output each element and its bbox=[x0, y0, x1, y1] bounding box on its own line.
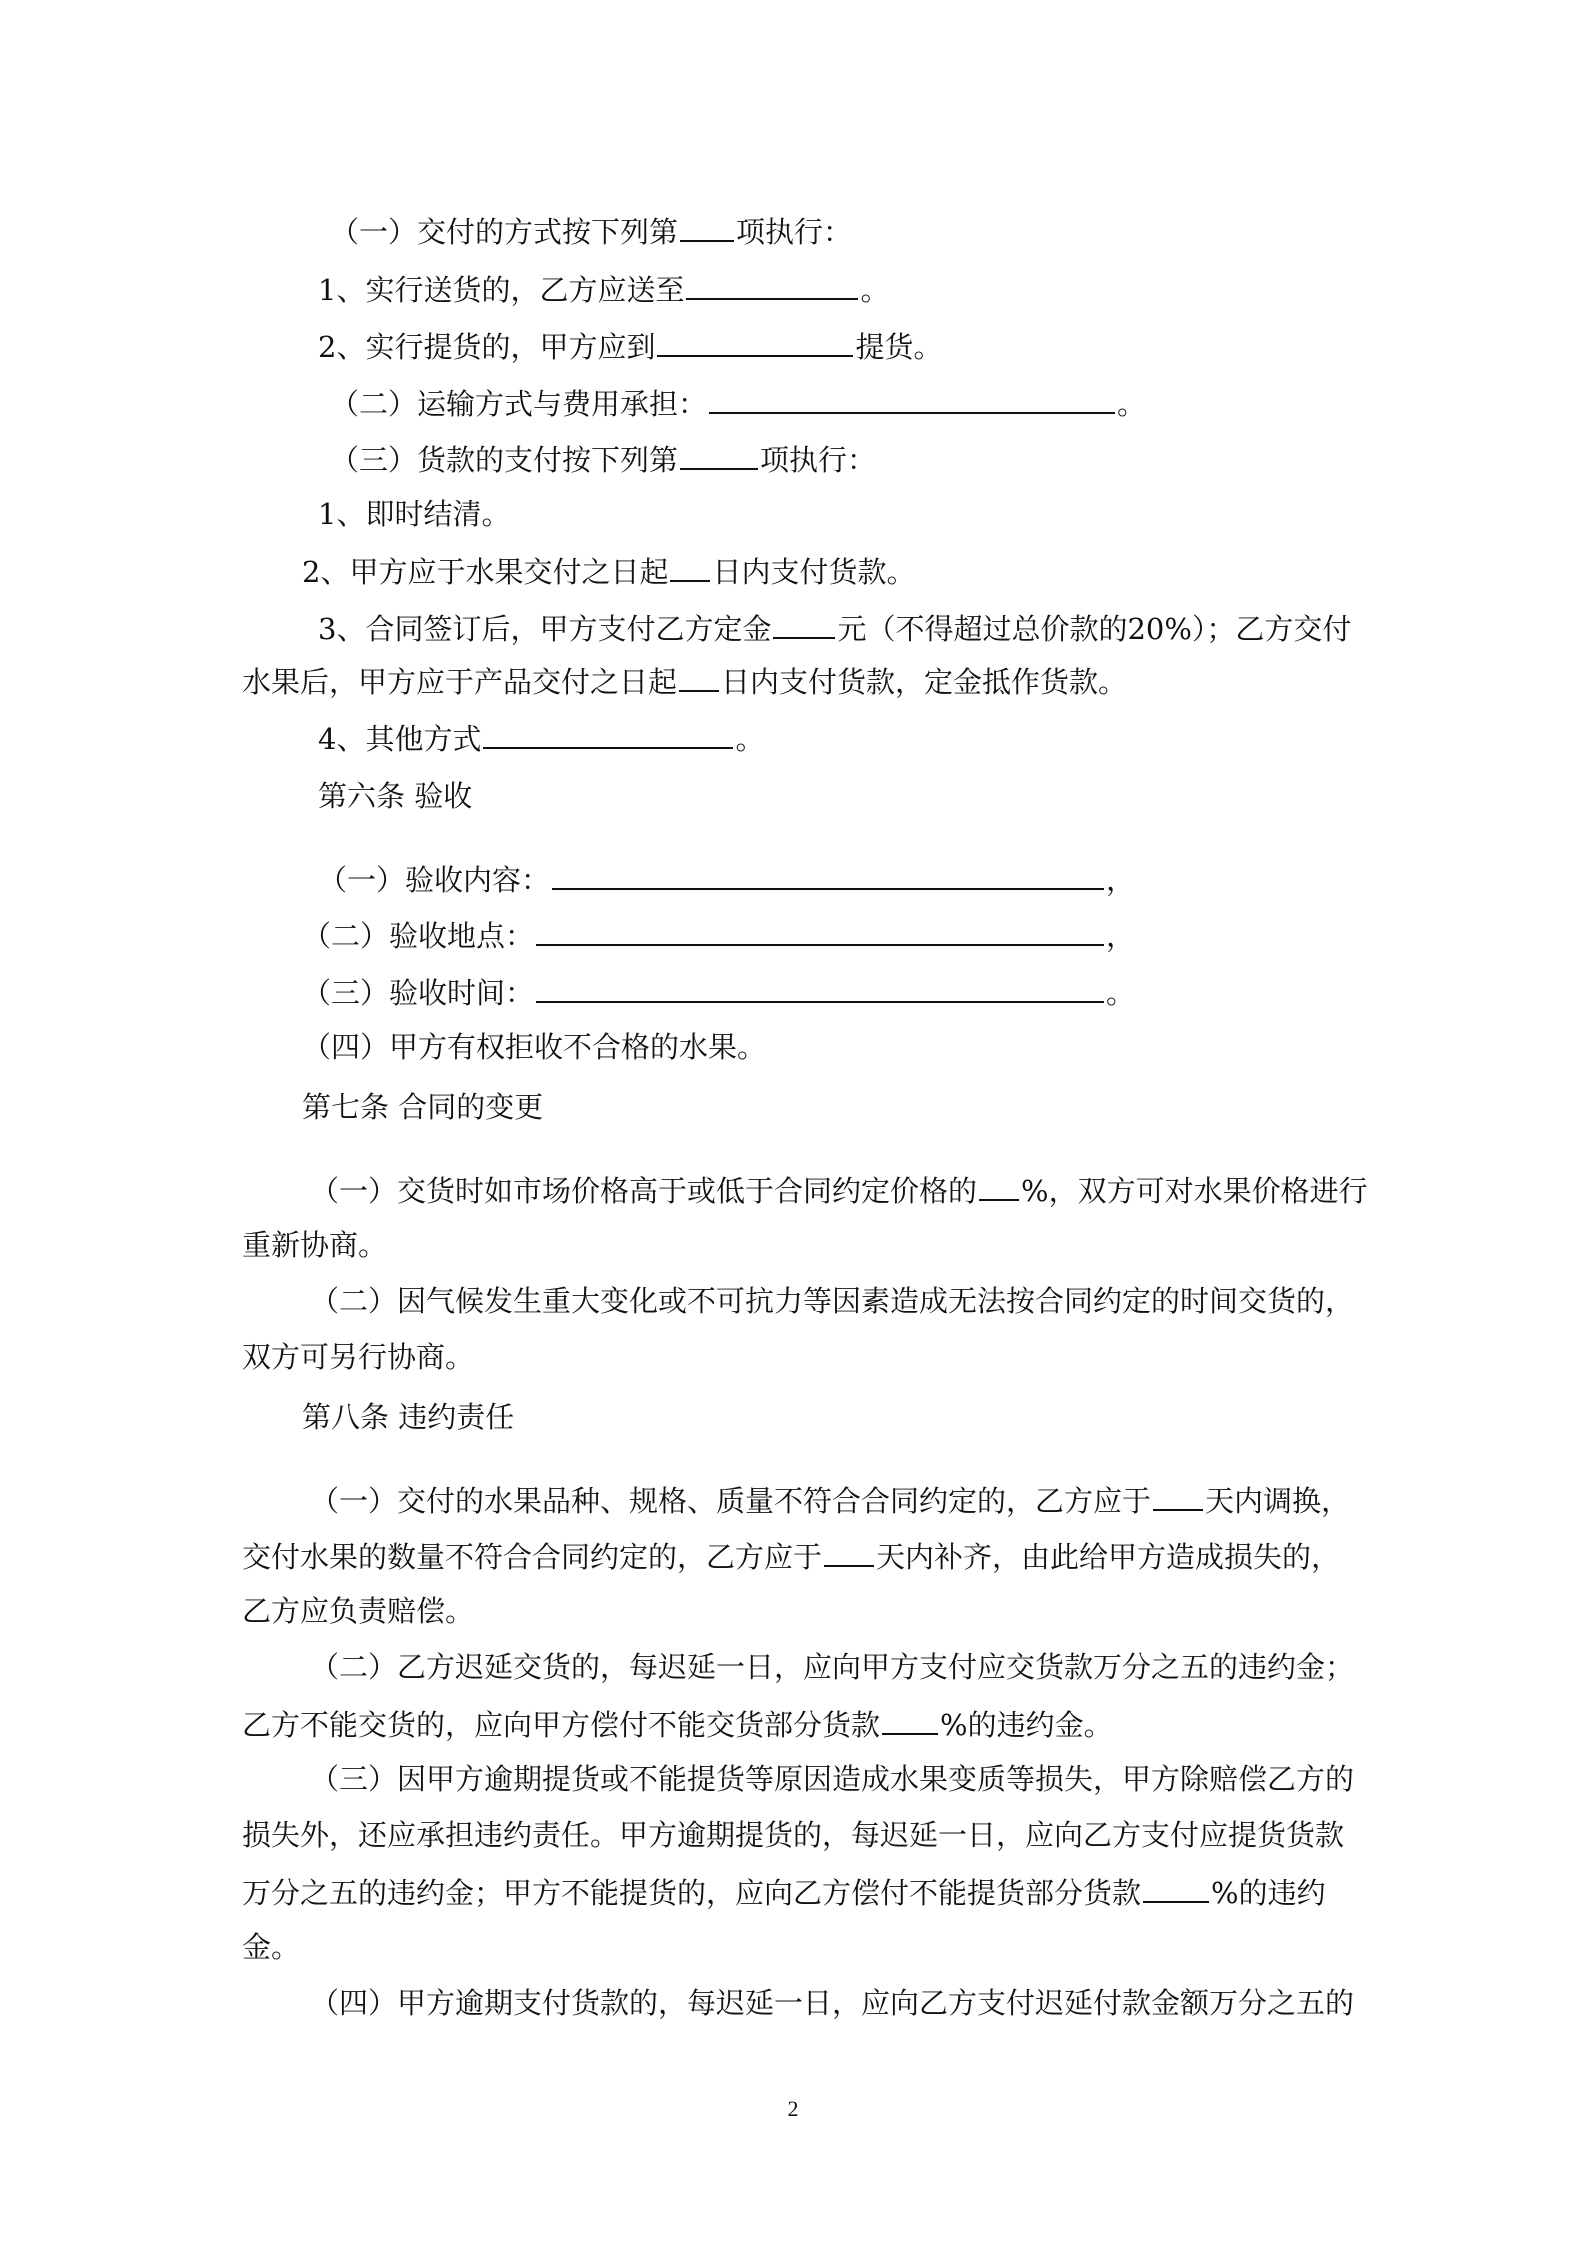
text: 双方可另行协商。 bbox=[242, 1340, 475, 1374]
text: 损失外，还应承担违约责任。甲方逾期提货的，每迟延一日，应向乙方支付应提货货款 bbox=[242, 1818, 1345, 1852]
blank-field bbox=[483, 717, 733, 749]
blank-field bbox=[552, 858, 1104, 890]
text: 金。 bbox=[242, 1930, 301, 1964]
text: 日内支付货款。 bbox=[712, 555, 916, 589]
inspection-content bbox=[318, 858, 1135, 900]
page-number: 2 bbox=[787, 2096, 799, 2121]
text: 乙方应负责赔偿。 bbox=[242, 1594, 475, 1628]
payment-option-4 bbox=[318, 717, 764, 759]
breach-clause-3-end bbox=[242, 1927, 300, 1967]
blank-field bbox=[679, 660, 719, 692]
text: 天内补齐，由此给甲方造成损失的， bbox=[876, 1540, 1341, 1574]
section-7-title bbox=[302, 1087, 543, 1127]
breach-clause-1-cont bbox=[242, 1535, 1340, 1577]
breach-clause-4 bbox=[310, 1983, 1354, 2023]
delivery-option-1 bbox=[318, 268, 889, 310]
payment-option-3-cont bbox=[242, 660, 1127, 702]
change-clause-1-cont bbox=[242, 1225, 387, 1265]
breach-clause-2-cont bbox=[242, 1703, 1113, 1745]
blank-field bbox=[1153, 1479, 1203, 1511]
delivery-method-line bbox=[330, 210, 852, 252]
text: 2、实行提货的，甲方应到 bbox=[318, 330, 656, 364]
text: （二）乙方迟延交货的，每迟延一日，应向甲方支付应交货款万分之五的违约金； bbox=[310, 1650, 1355, 1684]
text: （二）因气候发生重大变化或不可抗力等因素造成无法按合同约定的时间交货的， bbox=[310, 1284, 1355, 1318]
breach-clause-1-end bbox=[242, 1591, 474, 1631]
section-6-title bbox=[318, 776, 472, 816]
inspection-reject bbox=[302, 1027, 766, 1067]
text: （二）验收地点： bbox=[302, 919, 535, 953]
blank-field bbox=[773, 607, 835, 639]
blank-field bbox=[680, 210, 734, 242]
text: 。 bbox=[1106, 976, 1136, 1010]
blank-field bbox=[824, 1535, 874, 1567]
text: 天内调换， bbox=[1205, 1484, 1351, 1518]
breach-clause-2 bbox=[310, 1647, 1354, 1687]
inspection-place bbox=[302, 914, 1135, 956]
blank-field bbox=[979, 1169, 1019, 1201]
inspection-time bbox=[302, 971, 1135, 1013]
change-clause-2 bbox=[310, 1281, 1354, 1321]
text: 。 bbox=[860, 273, 890, 307]
text: 4、其他方式 bbox=[318, 722, 482, 756]
text: 第六条 验收 bbox=[318, 779, 473, 813]
text: （四）甲方逾期支付货款的，每迟延一日，应向乙方支付迟延付款金额万分之五的 bbox=[310, 1986, 1355, 2020]
blank-field bbox=[686, 268, 858, 300]
text: 乙方不能交货的，应向甲方偿付不能交货部分货款 bbox=[242, 1708, 881, 1742]
text: 元（不得超过总价款的20%）；乙方交付 bbox=[837, 612, 1352, 646]
text: 第七条 合同的变更 bbox=[302, 1090, 544, 1124]
text: （四）甲方有权拒收不合格的水果。 bbox=[302, 1030, 767, 1064]
breach-clause-3-cont bbox=[242, 1815, 1344, 1855]
text: 1、即时结清。 bbox=[318, 497, 511, 531]
blank-field bbox=[882, 1703, 938, 1735]
text: 。 bbox=[735, 722, 765, 756]
text: 第八条 违约责任 bbox=[302, 1400, 515, 1434]
text: （三）因甲方逾期提货或不能提货等原因造成水果变质等损失，甲方除赔偿乙方的 bbox=[310, 1762, 1355, 1796]
text: ， bbox=[1106, 863, 1136, 897]
breach-clause-1 bbox=[310, 1479, 1350, 1521]
text: （一）验收内容： bbox=[318, 863, 551, 897]
section-8-title bbox=[302, 1397, 514, 1437]
text: 重新协商。 bbox=[242, 1228, 388, 1262]
text: 3、合同签订后，甲方支付乙方定金 bbox=[318, 612, 772, 646]
text: %，双方可对水果价格进行 bbox=[1021, 1174, 1368, 1208]
text: 日内支付货款，定金抵作货款。 bbox=[721, 665, 1128, 699]
text: （一）交货时如市场价格高于或低于合同约定价格的 bbox=[310, 1174, 978, 1208]
text: 万分之五的违约金；甲方不能提货的，应向乙方偿付不能提货部分货款 bbox=[242, 1876, 1142, 1910]
payment-option-2 bbox=[302, 550, 915, 592]
payment-option-1 bbox=[318, 494, 510, 534]
text: （二）运输方式与费用承担： bbox=[330, 387, 708, 421]
change-clause-2-cont bbox=[242, 1337, 474, 1377]
text: 项执行： bbox=[736, 215, 853, 249]
breach-clause-3-cont2 bbox=[242, 1871, 1326, 1913]
delivery-option-2 bbox=[318, 325, 942, 367]
text: 1、实行送货的，乙方应送至 bbox=[318, 273, 685, 307]
blank-field bbox=[536, 971, 1104, 1003]
text: （三）验收时间： bbox=[302, 976, 535, 1010]
text: 项执行： bbox=[760, 443, 877, 477]
blank-field bbox=[680, 438, 758, 470]
blank-field bbox=[709, 382, 1115, 414]
payment-option-3 bbox=[318, 607, 1351, 649]
blank-field bbox=[1143, 1871, 1209, 1903]
text: %的违约金。 bbox=[940, 1708, 1113, 1742]
transport-line bbox=[330, 382, 1146, 424]
blank-field bbox=[670, 550, 710, 582]
text: 提货。 bbox=[855, 330, 943, 364]
text: （一）交付的水果品种、规格、质量不符合合同约定的，乙方应于 bbox=[310, 1484, 1152, 1518]
payment-method-line bbox=[330, 438, 876, 480]
blank-field bbox=[657, 325, 853, 357]
text: （一）交付的方式按下列第 bbox=[330, 215, 679, 249]
text: 交付水果的数量不符合合同约定的，乙方应于 bbox=[242, 1540, 823, 1574]
breach-clause-3 bbox=[310, 1759, 1354, 1799]
text: （三）货款的支付按下列第 bbox=[330, 443, 679, 477]
change-clause-1 bbox=[310, 1169, 1368, 1211]
text: 2、甲方应于水果交付之日起 bbox=[302, 555, 669, 589]
text: %的违约 bbox=[1211, 1876, 1326, 1910]
text: 水果后，甲方应于产品交付之日起 bbox=[242, 665, 678, 699]
text: 。 bbox=[1117, 387, 1147, 421]
blank-field bbox=[536, 914, 1104, 946]
text: ， bbox=[1106, 919, 1136, 953]
